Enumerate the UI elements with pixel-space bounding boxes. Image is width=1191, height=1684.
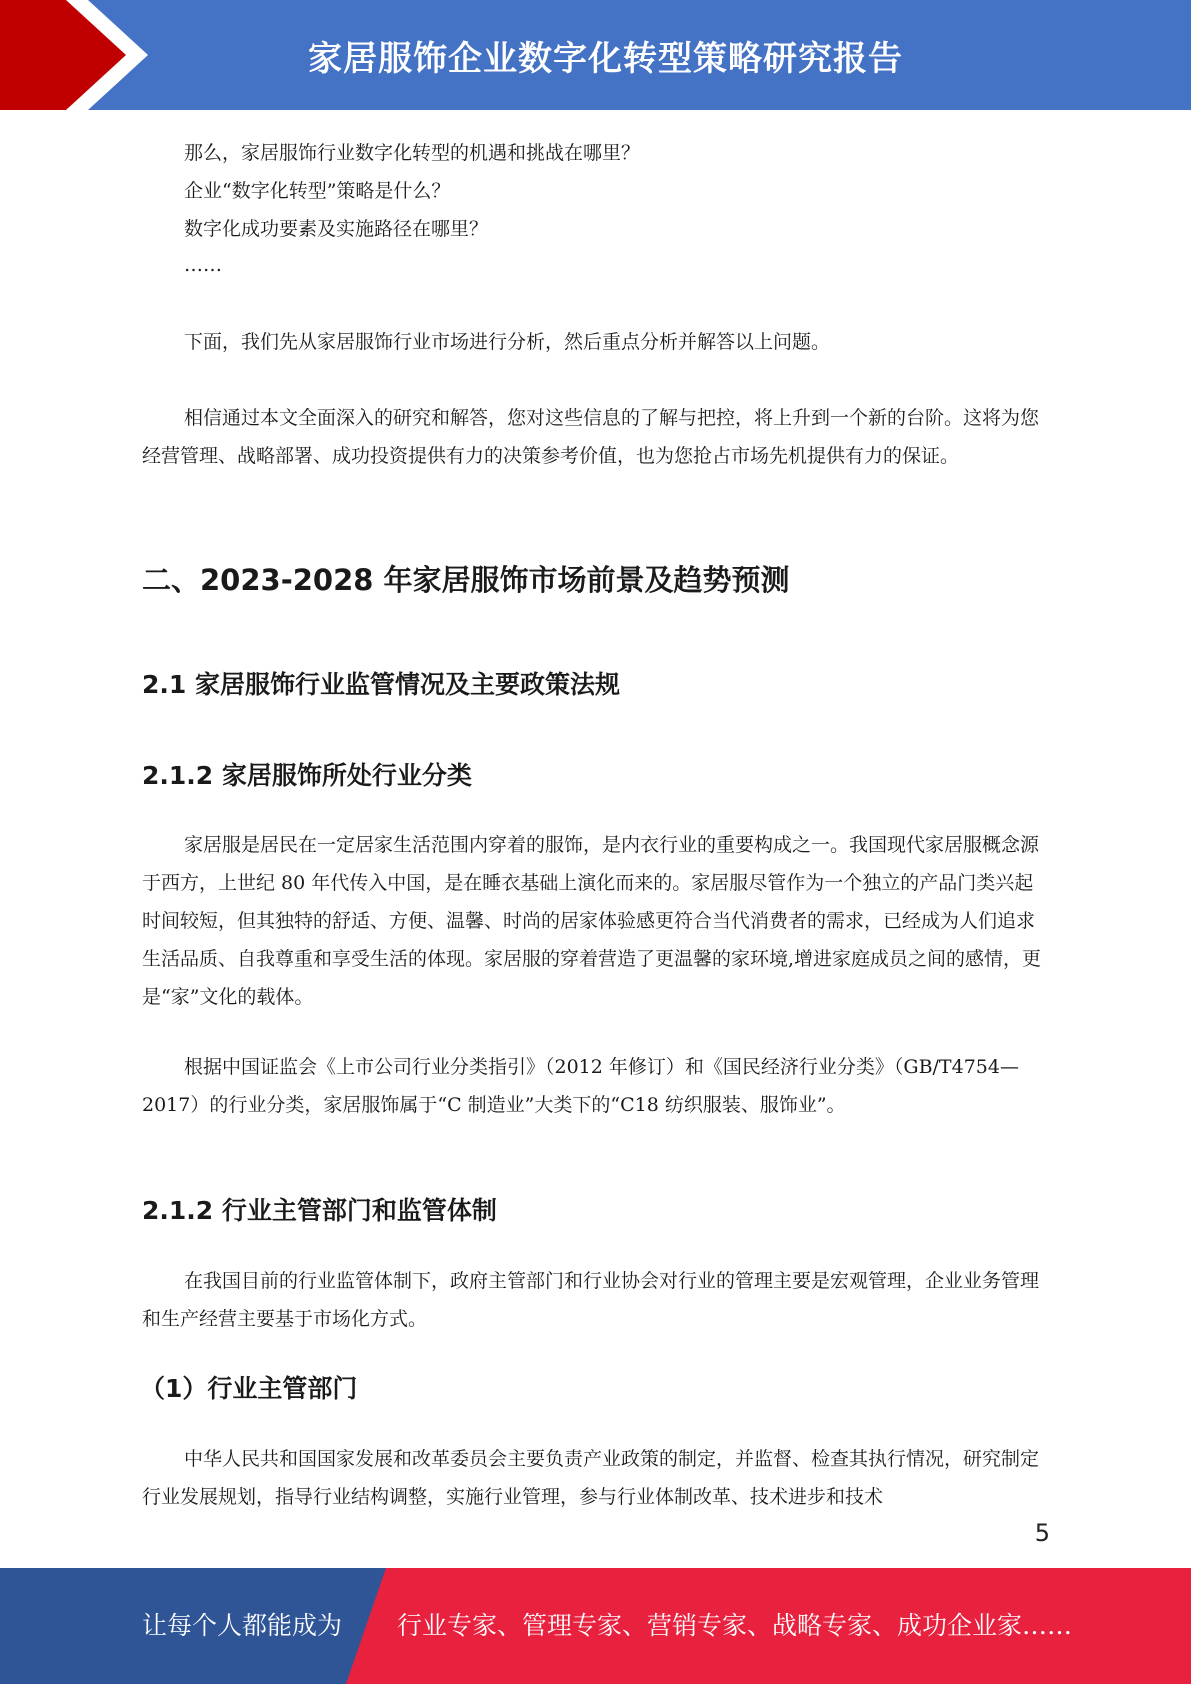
classification-paragraph-2: 根据中国证监会《上市公司行业分类指引》（2012 年修订）和《国民经济行业分类》（GB/T4754—2017）的行业分类，家居服饰属于“C 制造业”大类下的“C18 纺织服装、服饰业”。 <box>142 1056 1019 1116</box>
report-title: 家居服饰企业数字化转型策略研究报告 <box>308 38 903 79</box>
page-header <box>0 0 1191 110</box>
classification-paragraph-1: 家居服是居民在一定居家生活范围内穿着的服饰，是内衣行业的重要构成之一。我国现代家居服概念源于西方，上世纪 80 年代传入中国，是在睡衣基础上演化而来的。家居服尽管作为一个独立的产品门类兴起时间较短，但其独特的舒适、方便、温馨、时尚的居家体验感更符合当代消费者的需求，已经成为人们追求生活品质、自我尊重和享受生活的体现。家居服的穿着营造了更温馨的家环境,增进家庭成员之间的感情，更是“家”文化的载体。 <box>142 834 1042 1008</box>
intro-paragraph-1: 下面，我们先从家居服饰行业市场进行分析，然后重点分析并解答以上问题。 <box>184 331 831 353</box>
section-2-1-2-regulation-heading: 2.1.2 行业主管部门和监管体制 <box>142 1196 497 1225</box>
question-3: 数字化成功要素及实施路径在哪里？ <box>184 218 489 240</box>
footer-slogan-left: 让每个人都能成为 <box>142 1611 343 1640</box>
regulation-paragraph: 在我国目前的行业监管体制下，政府主管部门和行业协会对行业的管理主要是宏观管理，企业业务管理和生产经营主要基于市场化方式。 <box>142 1270 1040 1330</box>
authority-paragraph: 中华人民共和国国家发展和改革委员会主要负责产业政策的制定，并监督、检查其执行情况，研究制定行业发展规划，指导行业结构调整，实施行业管理，参与行业体制改革、技术进步和技术 <box>142 1448 1040 1508</box>
ellipsis-line: …… <box>184 254 222 276</box>
intro-paragraph-2: 相信通过本文全面深入的研究和解答，您对这些信息的了解与把控，将上升到一个新的台阶。这将为您经营管理、战略部署、成功投资提供有力的决策参考价值，也为您抢占市场先机提供有力的保证。 <box>142 407 1040 467</box>
section-2-1-heading: 2.1 家居服饰行业监管情况及主要政策法规 <box>142 670 620 699</box>
page-number: 5 <box>1034 1519 1050 1547</box>
question-2: 企业“数字化转型”策略是什么？ <box>184 180 451 202</box>
footer-slogan-right: 行业专家、管理专家、营销专家、战略专家、成功企业家…… <box>397 1611 1073 1640</box>
section-2-1-2-classification-heading: 2.1.2 家居服饰所处行业分类 <box>142 761 472 790</box>
subsection-1-heading: （1）行业主管部门 <box>140 1374 358 1403</box>
page-footer <box>0 1568 1191 1684</box>
section-2-heading: 二、2023-2028 年家居服饰市场前景及趋势预测 <box>142 563 790 597</box>
question-1: 那么，家居服饰行业数字化转型的机遇和挑战在哪里？ <box>184 142 641 164</box>
